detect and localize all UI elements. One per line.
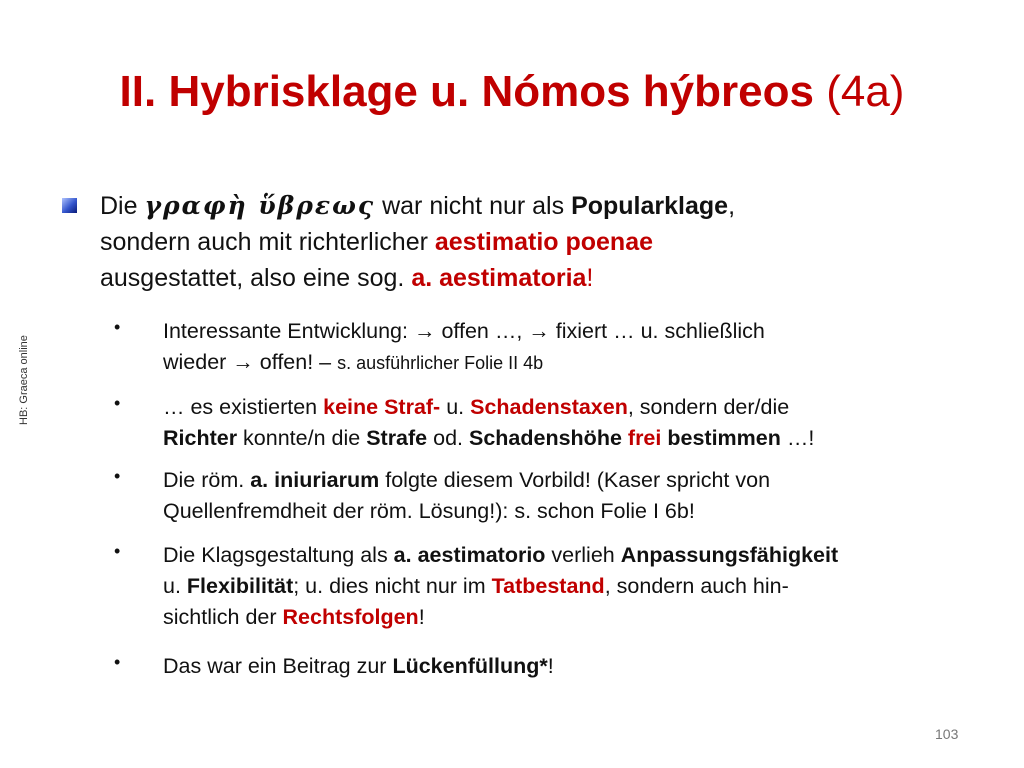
red-term: a. aestimatoria: [411, 264, 587, 292]
text: od.: [427, 426, 469, 450]
bold-term: Richter: [163, 426, 238, 450]
title-bold: II. Hybrisklage u. Nómos hýbreos: [119, 67, 814, 116]
bold-term: Anpassungsfähigkeit: [620, 543, 839, 567]
bold-term: Lückenfüllung*: [392, 654, 548, 678]
bullet-dot-icon: •: [114, 317, 121, 337]
text: …!: [780, 426, 815, 450]
text: ; u. dies nicht nur im: [293, 574, 492, 598]
text: Quellenfremdheit der röm. Lösung!): s. schon Folie I 6b!: [163, 499, 695, 523]
page-number: 103: [935, 726, 959, 742]
side-credit-label: HB: Graeca online: [18, 335, 30, 425]
text: Das war ein Beitrag zur: [163, 654, 393, 678]
text: … es existierten: [163, 395, 324, 419]
text: war nicht nur als: [375, 192, 572, 220]
text: ,: [728, 192, 736, 220]
text: !: [586, 264, 594, 292]
text: verlieh: [545, 543, 621, 567]
bold-term: a. iniuriarum: [250, 468, 380, 492]
red-term: Tatbestand: [491, 574, 605, 598]
red-term: keine Straf-: [323, 395, 441, 419]
text: folgte diesem Vorbild! (Kaser spricht von: [379, 468, 771, 492]
bold-term: Popularklage: [571, 192, 729, 220]
bullet-dot-icon: •: [114, 466, 121, 486]
greek-term: γραφὴ ὕβρεως: [144, 191, 376, 220]
text: Die röm.: [163, 468, 251, 492]
red-term: Rechtsfolgen: [282, 605, 419, 629]
bullet-dot-icon: •: [114, 541, 121, 561]
text: u.: [440, 395, 471, 419]
main-paragraph: [100, 188, 970, 296]
text: Die: [100, 192, 145, 220]
text: , sondern auch hin-: [604, 574, 789, 598]
text: Die Klagsgestaltung als: [163, 543, 394, 567]
text: s. ausführlicher Folie II 4b: [337, 353, 544, 373]
text: konnte/n die: [237, 426, 367, 450]
text: !: [418, 605, 425, 629]
red-term: aestimatio poenae: [434, 228, 654, 256]
bold-term: bestimmen: [667, 426, 781, 450]
bold-term: Schadenshöhe: [468, 426, 622, 450]
text: Interessante Entwicklung: → offen …, → fixiert … u. schließlich: [163, 319, 765, 343]
bold-term: a. aestimatorio: [393, 543, 546, 567]
text: , sondern der/die: [627, 395, 790, 419]
slide-title: [0, 68, 1024, 116]
bullet-dot-icon: •: [114, 652, 121, 672]
text: u.: [163, 574, 187, 598]
list-item: [163, 392, 983, 454]
bullet-dot-icon: •: [114, 393, 121, 413]
list-item: [163, 316, 983, 379]
text: sondern auch mit richterlicher: [100, 228, 435, 256]
title-suffix: (4a): [826, 67, 905, 116]
bold-term: Strafe: [366, 426, 428, 450]
text: ausgestattet, also eine sog.: [100, 264, 412, 292]
list-item: [163, 540, 983, 633]
square-bullet-icon: [62, 198, 77, 213]
text: !: [547, 654, 554, 678]
red-term: frei: [627, 426, 662, 450]
text: sichtlich der: [163, 605, 283, 629]
list-item: [163, 651, 983, 682]
text: wieder → offen! –: [163, 350, 338, 374]
list-item: [163, 465, 983, 527]
bold-term: Flexibilität: [186, 574, 294, 598]
red-term: Schadenstaxen: [470, 395, 628, 419]
